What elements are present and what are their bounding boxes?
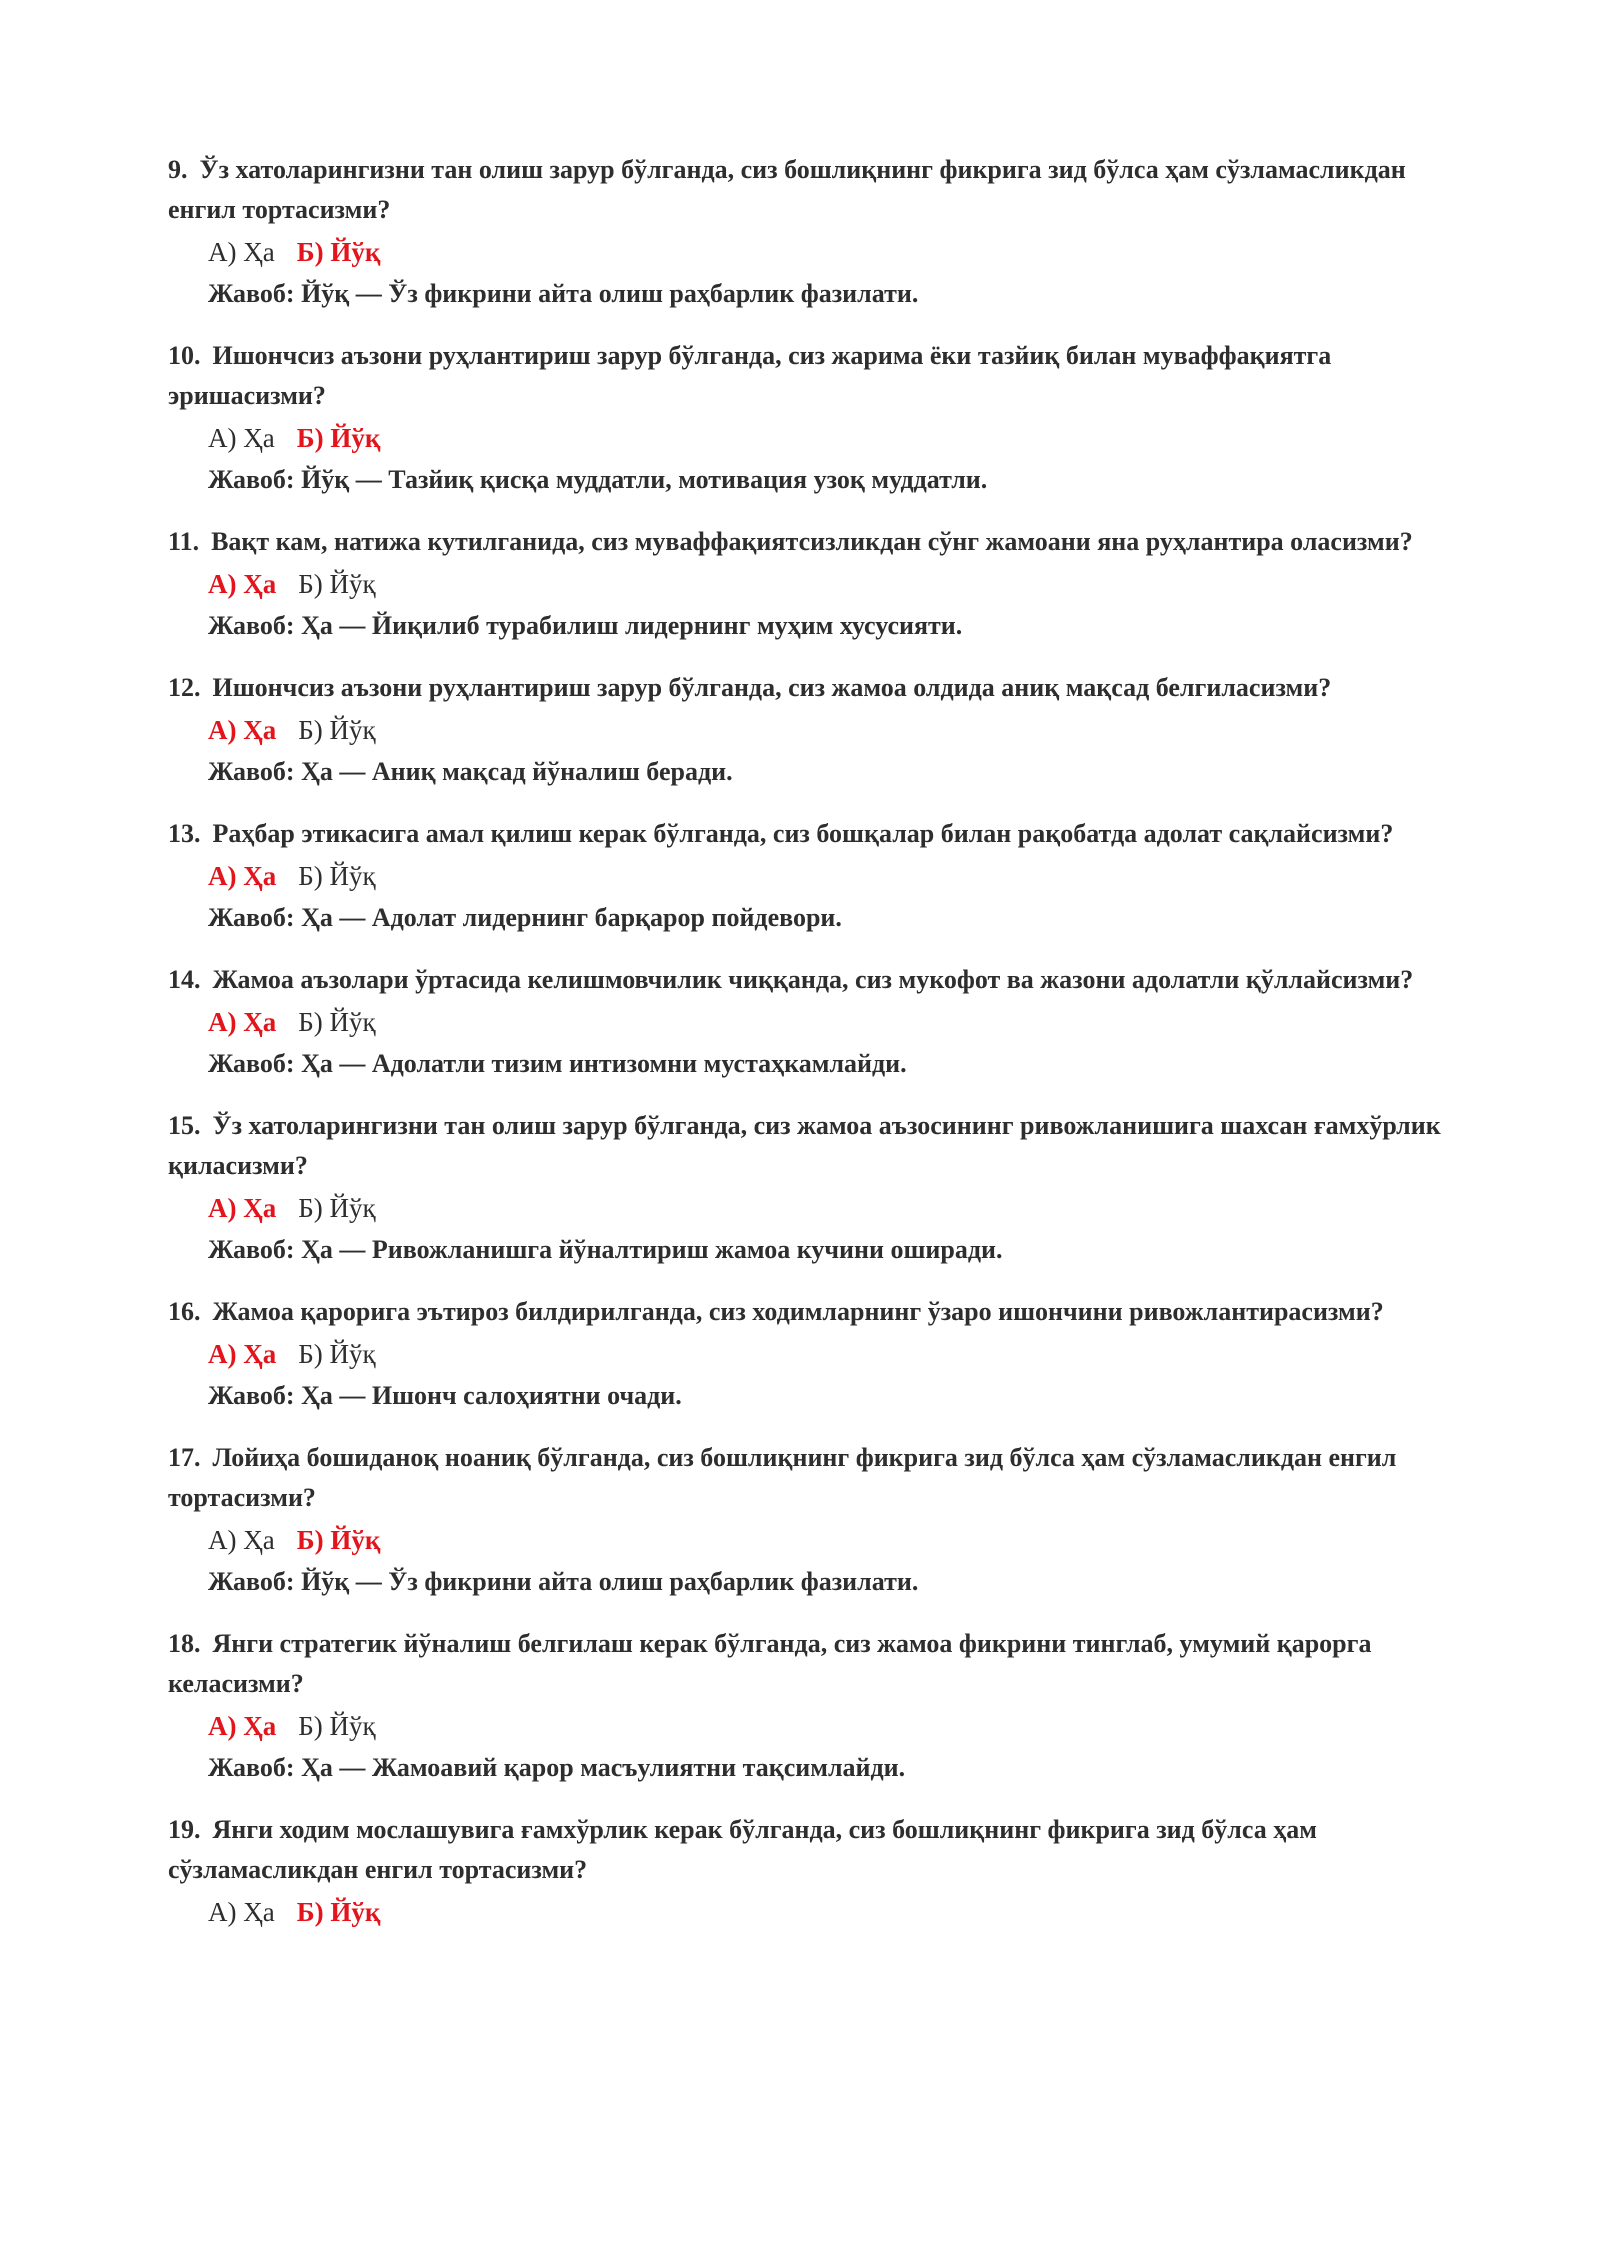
question-body: Жамоа қарорига эътироз билдирилганда, сиз ходимларнинг ўзаро ишончини ривожлантирасизми? (212, 1297, 1384, 1326)
question-body: Янги ходим мослашувига ғамхўрлик керак бўлганда, сиз бошлиқнинг фикрига зид бўлса ҳам сўзламасликдан енгил тортасизми? (168, 1815, 1317, 1884)
question-body: Раҳбар этикасига амал қилиш керак бўлганда, сиз бошқалар билан рақобатда адолат сақлайсизми? (212, 819, 1394, 848)
answer-explanation: Жавоб: Ҳа — Жамоавий қарор масъулиятни тақсимлайди. (208, 1753, 906, 1782)
answer-option: А) Ҳа (208, 423, 275, 453)
answer-explanation: Жавоб: Йўқ — Ўз фикрини айта олиш раҳбарлик фазилати. (208, 279, 919, 308)
question-number: 17. (168, 1443, 201, 1472)
question-item (168, 150, 1458, 314)
answer-options (168, 1186, 1458, 1230)
correct-option: А) Ҳа (208, 569, 277, 599)
question-text (168, 150, 1458, 230)
question-text (168, 1106, 1458, 1186)
question-text (168, 814, 1458, 854)
question-item (168, 1292, 1458, 1416)
answer-options (168, 1890, 1458, 1934)
question-item (168, 1624, 1458, 1788)
question-body: Вақт кам, натижа кутилганида, сиз муваффақиятсизликдан сўнг жамоани яна руҳлантира оласизми? (211, 527, 1413, 556)
answer-options (168, 1000, 1458, 1044)
answer-option: Б) Йўқ (298, 715, 376, 745)
question-number: 12. (168, 673, 201, 702)
correct-option: Б) Йўқ (296, 237, 381, 267)
answer-option: Б) Йўқ (298, 1007, 376, 1037)
correct-option: А) Ҳа (208, 1711, 277, 1741)
correct-option: Б) Йўқ (296, 423, 381, 453)
question-item (168, 336, 1458, 500)
question-number: 10. (168, 341, 201, 370)
answer-options (168, 416, 1458, 460)
correct-option: Б) Йўқ (296, 1525, 381, 1555)
question-text (168, 1292, 1458, 1332)
answer-options (168, 1518, 1458, 1562)
answer-options (168, 854, 1458, 898)
correct-option: А) Ҳа (208, 1339, 277, 1369)
question-body: Ишончсиз аъзони руҳлантириш зарур бўлганда, сиз жарима ёки тазйиқ билан муваффақиятга эришасизми? (168, 341, 1332, 410)
question-number: 18. (168, 1629, 201, 1658)
correct-option: А) Ҳа (208, 715, 277, 745)
question-text (168, 668, 1458, 708)
answer-option: А) Ҳа (208, 1897, 275, 1927)
question-item (168, 814, 1458, 938)
question-number: 13. (168, 819, 201, 848)
question-number: 14. (168, 965, 201, 994)
answer-option: Б) Йўқ (298, 1711, 376, 1741)
question-number: 9. (168, 155, 188, 184)
answer-option: А) Ҳа (208, 237, 275, 267)
answer-explanation: Жавоб: Ҳа — Йиқилиб турабилиш лидернинг муҳим хусусияти. (208, 611, 963, 640)
answer-options (168, 230, 1458, 274)
question-body: Ўз хатоларингизни тан олиш зарур бўлганда, сиз бошлиқнинг фикрига зид бўлса ҳам сўзламасликдан енгил тортасизми? (168, 155, 1406, 224)
answer-explanation: Жавоб: Ҳа — Ривожланишга йўналтириш жамоа кучини оширади. (208, 1235, 1003, 1264)
answer-explanation: Жавоб: Йўқ — Ўз фикрини айта олиш раҳбарлик фазилати. (208, 1567, 919, 1596)
question-text (168, 960, 1458, 1000)
question-body: Лойиҳа бошиданоқ ноаниқ бўлганда, сиз бошлиқнинг фикрига зид бўлса ҳам сўзламасликдан енгил тортасизми? (168, 1443, 1397, 1512)
answer-explanation: Жавоб: Ҳа — Аниқ мақсад йўналиш беради. (208, 757, 733, 786)
answer-option: Б) Йўқ (298, 1339, 376, 1369)
question-body: Ишончсиз аъзони руҳлантириш зарур бўлганда, сиз жамоа олдида аниқ мақсад белгиласизми? (212, 673, 1332, 702)
question-item (168, 522, 1458, 646)
question-text (168, 1438, 1458, 1518)
correct-option: А) Ҳа (208, 861, 277, 891)
question-body: Жамоа аъзолари ўртасида келишмовчилик чиққанда, сиз мукофот ва жазони адолатли қўллайсизми? (212, 965, 1414, 994)
answer-option: Б) Йўқ (298, 861, 376, 891)
question-text (168, 1624, 1458, 1704)
question-number: 11. (168, 527, 200, 556)
answer-explanation: Жавоб: Йўқ — Тазйиқ қисқа муддатли, мотивация узоқ муддатли. (208, 465, 988, 494)
question-item (168, 668, 1458, 792)
answer-options (168, 1704, 1458, 1748)
quiz-document (168, 150, 1458, 1956)
correct-option: А) Ҳа (208, 1193, 277, 1223)
question-item (168, 1438, 1458, 1602)
question-text (168, 336, 1458, 416)
answer-options (168, 1332, 1458, 1376)
answer-option: Б) Йўқ (298, 569, 376, 599)
question-number: 19. (168, 1815, 201, 1844)
answer-explanation: Жавоб: Ҳа — Адолатли тизим интизомни мустаҳкамлайди. (208, 1049, 907, 1078)
question-text (168, 1810, 1458, 1890)
question-item (168, 1106, 1458, 1270)
answer-explanation: Жавоб: Ҳа — Адолат лидернинг барқарор пойдевори. (208, 903, 842, 932)
correct-option: А) Ҳа (208, 1007, 277, 1037)
question-text (168, 522, 1458, 562)
question-body: Янги стратегик йўналиш белгилаш керак бўлганда, сиз жамоа фикрини тинглаб, умумий қарорга келасизми? (168, 1629, 1372, 1698)
answer-explanation: Жавоб: Ҳа — Ишонч салоҳиятни очади. (208, 1381, 682, 1410)
question-body: Ўз хатоларингизни тан олиш зарур бўлганда, сиз жамоа аъзосининг ривожланишига шахсан ғамхўрлик қиласизми? (168, 1111, 1441, 1180)
correct-option: Б) Йўқ (296, 1897, 381, 1927)
answer-options (168, 708, 1458, 752)
answer-option: Б) Йўқ (298, 1193, 376, 1223)
answer-options (168, 562, 1458, 606)
answer-option: А) Ҳа (208, 1525, 275, 1555)
question-item (168, 960, 1458, 1084)
question-item (168, 1810, 1458, 1934)
question-number: 16. (168, 1297, 201, 1326)
question-number: 15. (168, 1111, 201, 1140)
